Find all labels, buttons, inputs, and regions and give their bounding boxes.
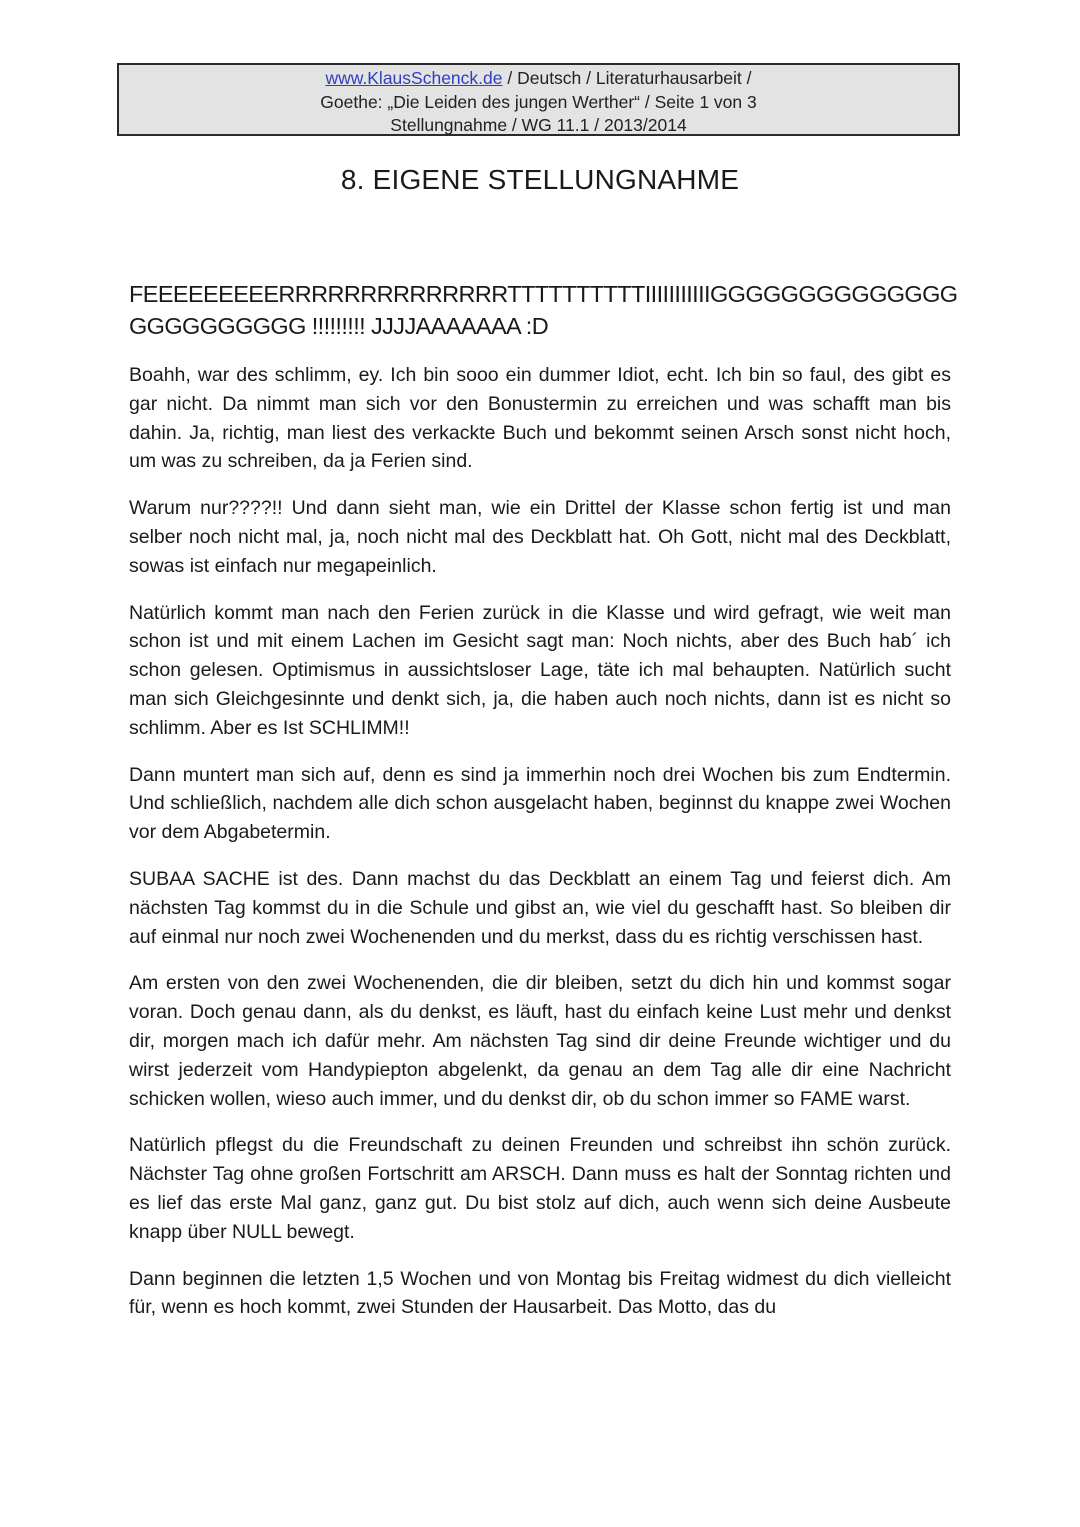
header-line-3: Stellungnahme / WG 11.1 / 2013/2014: [390, 115, 687, 135]
header-line-1-text: / Deutsch / Literaturhausarbeit /: [502, 68, 752, 88]
website-link[interactable]: www.KlausSchenck.de: [325, 68, 503, 88]
page-header: [117, 63, 960, 136]
shout-heading: FEEEEEEEEERRRRRRRRRRRRRRTTTTTTTTTTIIIIIIIIIIIGGGGGGGGGGGGGGGGGGGGGGGG !!!!!!!!! JJJJAAAAAAA :D: [129, 281, 958, 339]
paragraph-6: Am ersten von den zwei Wochenenden, die dir bleiben, setzt du dich hin und kommst sogar voran. Doch genau dann, als du denkst, es läuft, hast du einfach keine Lust mehr und denkst dir, morgen mach ich dafür mehr. Am nächsten Tag sind dir deine Freunde wichtiger und du wirst jederzeit vom Handypiepton abgelenkt, da genau an dem Tag alle dir eine Nachricht schicken wollen, wieso auch immer, und du denkst dir, ob du schon immer so FAME warst.: [129, 972, 951, 1110]
paragraph-7: Natürlich pflegst du die Freundschaft zu deinen Freunden und schreibst ihn schön zurück. Nächster Tag ohne großen Fortschritt am ARSCH. Dann muss es halt der Sonntag richten und es lief das erste Mal ganz, ganz gut. Du bist stolz auf dich, auch wenn sich deine Ausbeute knapp über NULL bewegt.: [129, 1134, 951, 1243]
header-line-2: Goethe: „Die Leiden des jungen Werther“ / Seite 1 von 3: [320, 91, 757, 112]
paragraph-5: SUBAA SACHE ist des. Dann machst du das Deckblatt an einem Tag und feierst dich. Am nächsten Tag kommst du in die Schule und gibst an, wie viel du geschafft hast. So bleiben dir auf einmal nur noch zwei Wochenenden und du merkst, dass du es richtig verschissen hast.: [129, 867, 951, 948]
document-body: [129, 361, 951, 1340]
page-title: 8. EIGENE STELLUNGNAHME: [340, 164, 740, 195]
paragraph-2: Warum nur????!! Und dann sieht man, wie ein Drittel der Klasse schon fertig ist und man selber noch nicht mal, ja, noch nicht mal des Deckblatt hat. Oh Gott, nicht mal des Deckblatt, sowas ist einfach nur megapeinlich.: [129, 497, 951, 577]
paragraph-4: Dann muntert man sich auf, denn es sind ja immerhin noch drei Wochen bis zum Endtermin. Und schließlich, nachdem alle dich schon ausgelacht haben, beginnst du knappe zwei Wochen vor dem Abgabetermin.: [129, 763, 951, 844]
paragraph-1: Boahh, war des schlimm, ey. Ich bin sooo ein dummer Idiot, echt. Ich bin so faul, des gibt es gar nicht. Da nimmt man sich vor den Bonustermin zu erreichen und was schafft man bis dahin. Ja, richtig, man liest des verkackte Buch und bekommt seinen Arsch sonst nicht hoch, um was zu schreiben, da ja Ferien sind.: [129, 364, 951, 473]
paragraph-8: Dann beginnen die letzten 1,5 Wochen und von Montag bis Freitag widmest du dich vielleicht für, wenn es hoch kommt, zwei Stunden der Hausarbeit. Das Motto, das du: [129, 1267, 951, 1319]
header-line-1: [119, 67, 958, 91]
paragraph-3: Natürlich kommt man nach den Ferien zurück in die Klasse und wird gefragt, wie weit man schon ist und mit einem Lachen im Gesicht sagt man: Noch nichts, aber des Buch hab´ ich schon gelesen. Optimismus in aussichtsloser Lage, täte ich mal behaupten. Natürlich sucht man sich Gleichgesinnte und denkt sich, ja, die haben auch noch nichts, dann ist es nicht so schlimm. Aber es Ist SCHLIMM!!: [129, 601, 951, 739]
